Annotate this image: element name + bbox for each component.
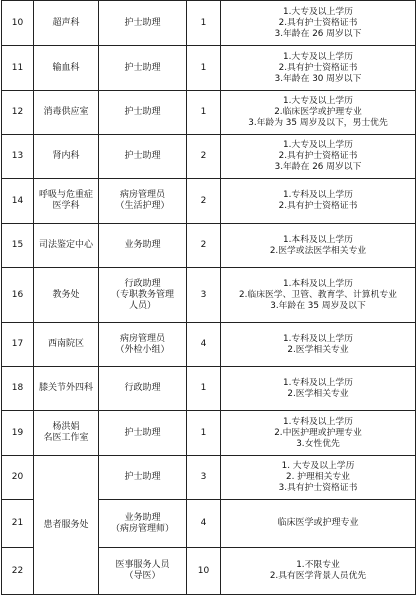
table-row [2, 46, 416, 91]
row-number: 10 [2, 1, 34, 46]
requirement-line: 2.医学相关专业 [287, 344, 349, 355]
text-line: （外检小组） [115, 344, 170, 355]
row-number: 14 [2, 179, 34, 224]
text-line: 行政助理 [124, 383, 161, 393]
department-cell [34, 1, 99, 46]
department-cell [34, 179, 99, 224]
headcount-cell: 1 [187, 367, 221, 411]
headcount-cell: 2 [187, 224, 221, 268]
requirement-line: 临床医学或护理专业 [277, 518, 359, 528]
requirement-line: 1. 大专及以上学历 [281, 461, 355, 471]
table-row [2, 179, 416, 224]
table-row [2, 224, 416, 268]
requirements-cell [221, 46, 416, 91]
position-cell [99, 411, 187, 456]
requirements-cell [221, 268, 416, 323]
text-line: 业务助理 [124, 240, 161, 250]
department-cell [34, 46, 99, 91]
text-line: 护士助理 [124, 107, 161, 117]
headcount-cell: 1 [187, 411, 221, 456]
text-line: 司法鉴定中心 [38, 240, 93, 250]
position-cell [99, 179, 187, 224]
headcount-cell: 3 [187, 268, 221, 323]
position-cell [99, 1, 187, 46]
text-line: 超声科 [52, 17, 80, 28]
row-number: 13 [2, 135, 34, 179]
requirements-cell [221, 500, 416, 548]
requirement-line: 1.大专及以上学历 [283, 96, 353, 106]
position-cell [99, 323, 187, 367]
requirement-line: 2.具有护士资格证书 [278, 62, 358, 73]
requirement-line: 2.具有医学背景人员优先 [269, 571, 367, 581]
requirement-line: 1.专科及以上学历 [283, 416, 353, 427]
row-number: 11 [2, 46, 34, 91]
requirements-cell [221, 224, 416, 268]
row-number: 12 [2, 91, 34, 135]
requirement-line: 1.专科及以上学历 [283, 333, 353, 344]
department-cell [34, 224, 99, 268]
department-cell [34, 268, 99, 323]
requirements-cell [221, 323, 416, 367]
row-number: 18 [2, 367, 34, 411]
headcount-cell: 10 [187, 548, 221, 595]
headcount-cell: 1 [187, 46, 221, 91]
requirement-line: 1.大专及以上学历 [283, 140, 353, 150]
requirement-line: 3.年龄在 30 周岁以下 [274, 73, 362, 84]
text-line: 教务处 [52, 289, 80, 300]
requirement-line: 3.具有护士资格证书 [278, 483, 358, 493]
text-line: （专职教务管理 [110, 289, 174, 300]
text-line: 西南院区 [47, 339, 84, 349]
text-line: 膝关节外四科 [38, 383, 93, 393]
text-line: 名医工作室 [43, 433, 89, 443]
row-number: 19 [2, 411, 34, 456]
requirement-line: 2.具有护士资格证书 [278, 151, 358, 161]
text-line: （导医） [124, 571, 161, 581]
position-cell [99, 548, 187, 595]
text-line: 消毒供应室 [43, 107, 89, 117]
requirements-cell [221, 411, 416, 456]
requirements-cell [221, 456, 416, 500]
headcount-cell: 4 [187, 500, 221, 548]
row-number: 17 [2, 323, 34, 367]
headcount-cell: 1 [187, 1, 221, 46]
text-line: 病房管理员 [119, 333, 165, 344]
requirement-line: 2.医学相关专业 [287, 388, 349, 399]
table-body [2, 1, 416, 595]
text-line: 肾内科 [52, 151, 80, 161]
requirement-line: 1.专科及以上学历 [283, 377, 353, 388]
table-row [2, 456, 416, 500]
text-line: 业务助理 [124, 512, 161, 523]
headcount-cell: 2 [187, 179, 221, 224]
requirement-line: 1.本科及以上学历 [283, 278, 353, 289]
table-row [2, 91, 416, 135]
text-line: 医事服务人员 [115, 560, 170, 570]
requirements-cell [221, 367, 416, 411]
requirement-line: 2.临床医学、卫管、教育学、计算机专业 [239, 289, 397, 300]
requirement-line: 3.女性优先 [296, 438, 340, 449]
department-cell: 患者服务处 [34, 456, 99, 595]
text-line: 呼吸与危重症 [38, 190, 93, 200]
department-cell [34, 367, 99, 411]
text-line: 护士助理 [124, 472, 161, 482]
requirement-line: 1.专科及以上学历 [283, 190, 353, 200]
requirements-cell [221, 135, 416, 179]
row-number: 15 [2, 224, 34, 268]
text-line: 行政助理 [124, 278, 161, 289]
table-row [2, 268, 416, 323]
row-number: 22 [2, 548, 34, 595]
position-cell [99, 268, 187, 323]
requirement-line: 3.年龄为 35 周岁及以下，男士优先 [248, 118, 388, 128]
requirements-cell [221, 91, 416, 135]
table-row [2, 367, 416, 411]
table-row [2, 323, 416, 367]
requirement-line: 2.医学或法医学相关专业 [269, 245, 367, 256]
row-number: 20 [2, 456, 34, 500]
position-cell [99, 500, 187, 548]
requirement-line: 2.具有护士资格证书 [278, 201, 358, 211]
text-line: 医学科 [52, 201, 80, 211]
position-cell [99, 46, 187, 91]
requirements-cell [221, 1, 416, 46]
position-cell [99, 135, 187, 179]
requirement-line: 1.大专及以上学历 [283, 6, 353, 17]
requirement-line: 1.不限专业 [296, 560, 340, 570]
row-number: 21 [2, 500, 34, 548]
table-row [2, 411, 416, 456]
table-row [2, 1, 416, 46]
text-line: 杨洪娟 [52, 422, 80, 432]
text-line: 护士助理 [124, 427, 161, 438]
requirements-cell [221, 179, 416, 224]
department-cell [34, 411, 99, 456]
requirement-line: 2.中医护理或护理专业 [274, 427, 362, 438]
text-line: 护士助理 [124, 17, 161, 28]
text-line: 人员） [128, 300, 156, 311]
requirement-line: 2.具有护士资格证书 [278, 17, 358, 28]
text-line: 护士助理 [124, 62, 161, 73]
requirement-line: 1.大专及以上学历 [283, 51, 353, 62]
text-line: 护士助理 [124, 151, 161, 161]
position-cell [99, 91, 187, 135]
row-number: 16 [2, 268, 34, 323]
headcount-cell: 4 [187, 323, 221, 367]
requirement-line: 2.临床医学或护理专业 [274, 107, 362, 117]
text-line: （病房管理师） [110, 523, 174, 534]
headcount-cell: 1 [187, 91, 221, 135]
headcount-cell: 2 [187, 135, 221, 179]
table-row [2, 135, 416, 179]
headcount-cell: 3 [187, 456, 221, 500]
text-line: （生活护理） [115, 201, 170, 211]
position-cell [99, 367, 187, 411]
requirements-cell [221, 548, 416, 595]
requirement-line: 3.年龄在 35 周岁及以下 [270, 300, 366, 311]
text-line: 输血科 [52, 62, 80, 73]
text-line: 病房管理员 [119, 190, 165, 200]
department-cell [34, 135, 99, 179]
requirement-line: 3.年龄在 26 周岁以下 [274, 28, 362, 39]
position-cell [99, 456, 187, 500]
recruitment-table [1, 0, 416, 595]
requirement-line: 1.本科及以上学历 [283, 234, 353, 245]
department-cell [34, 323, 99, 367]
requirement-line: 3.年龄在 26 周岁以下 [274, 162, 362, 172]
position-cell [99, 224, 187, 268]
department-cell [34, 91, 99, 135]
requirement-line: 2. 护理相关专业 [286, 472, 350, 482]
